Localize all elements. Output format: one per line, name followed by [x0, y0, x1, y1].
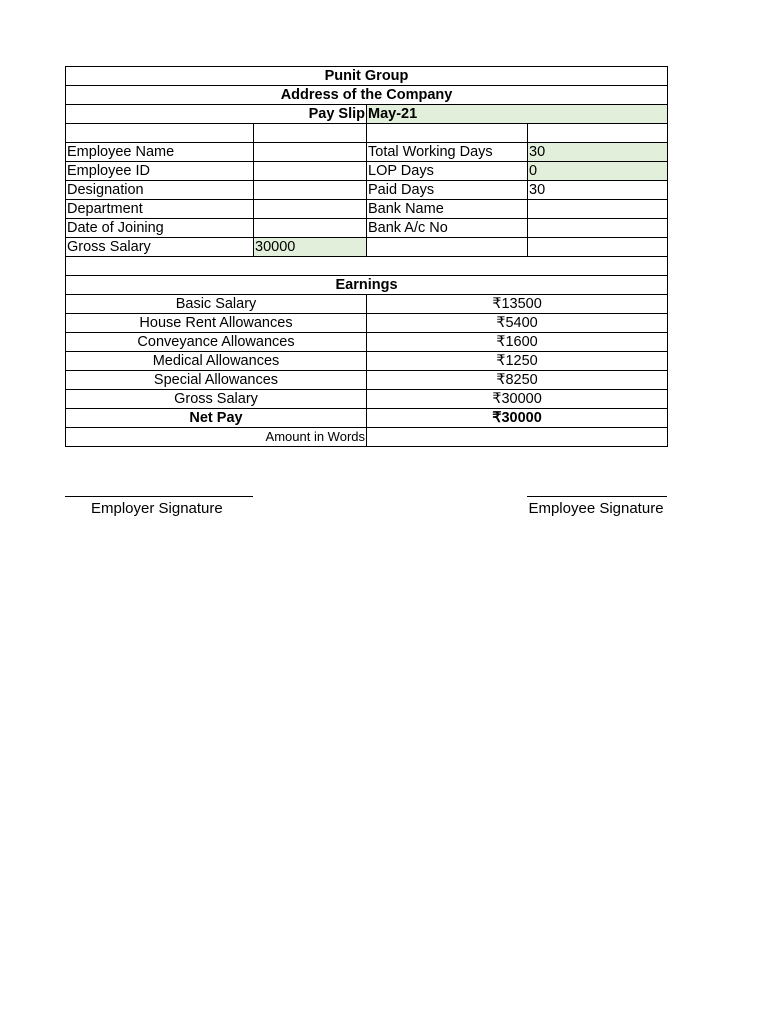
- payslip-table: [65, 66, 668, 447]
- employee-row: [66, 181, 668, 200]
- earnings-row: [66, 295, 668, 314]
- employee-row: [66, 238, 668, 257]
- blank-cell[interactable]: [367, 124, 528, 143]
- company-name[interactable]: Punit Group: [66, 67, 668, 86]
- blank-cell[interactable]: [528, 124, 668, 143]
- amount-in-words-row: [66, 428, 668, 447]
- employee-row: [66, 200, 668, 219]
- paid-days-value[interactable]: 30: [528, 181, 668, 200]
- payslip-title-row: [66, 105, 668, 124]
- earning-amount[interactable]: ₹1250: [367, 352, 668, 371]
- blank-row: [66, 124, 668, 143]
- earning-amount[interactable]: ₹1600: [367, 333, 668, 352]
- earning-amount[interactable]: ₹13500: [367, 295, 668, 314]
- bank-name-value[interactable]: [528, 200, 668, 219]
- total-working-days-value[interactable]: 30: [528, 143, 668, 162]
- earnings-title-row: [66, 276, 668, 295]
- earnings-row: [66, 352, 668, 371]
- employer-signature-block: [65, 496, 253, 517]
- blank-cell[interactable]: [66, 257, 668, 276]
- employer-signature-line: [65, 496, 253, 497]
- earning-label[interactable]: Conveyance Allowances: [66, 333, 367, 352]
- employer-signature-label: Employer Signature: [91, 500, 223, 517]
- employee-row: [66, 162, 668, 181]
- earnings-row: [66, 333, 668, 352]
- date-of-joining-label[interactable]: Date of Joining: [66, 219, 254, 238]
- company-name-row: [66, 67, 668, 86]
- payslip-label[interactable]: Pay Slip: [66, 105, 367, 124]
- earnings-title[interactable]: Earnings: [66, 276, 668, 295]
- earning-label[interactable]: Medical Allowances: [66, 352, 367, 371]
- earning-amount[interactable]: ₹8250: [367, 371, 668, 390]
- earnings-row: [66, 390, 668, 409]
- earning-label[interactable]: House Rent Allowances: [66, 314, 367, 333]
- earnings-row: [66, 371, 668, 390]
- blank-cell[interactable]: [254, 124, 367, 143]
- bank-name-label[interactable]: Bank Name: [367, 200, 528, 219]
- date-of-joining-value[interactable]: [254, 219, 367, 238]
- blank-cell[interactable]: [367, 238, 528, 257]
- employee-row: [66, 143, 668, 162]
- gross-salary-value[interactable]: 30000: [254, 238, 367, 257]
- earnings-row: [66, 314, 668, 333]
- blank-cell[interactable]: [528, 238, 668, 257]
- earning-label[interactable]: Special Allowances: [66, 371, 367, 390]
- gross-salary-label[interactable]: Gross Salary: [66, 238, 254, 257]
- earning-label[interactable]: Basic Salary: [66, 295, 367, 314]
- amount-in-words-value[interactable]: [367, 428, 668, 447]
- employee-signature-label: Employee Signature: [528, 500, 664, 517]
- employee-name-value[interactable]: [254, 143, 367, 162]
- employee-signature-block: [527, 496, 667, 517]
- company-address[interactable]: Address of the Company: [66, 86, 668, 105]
- department-value[interactable]: [254, 200, 367, 219]
- employee-id-label[interactable]: Employee ID: [66, 162, 254, 181]
- bank-account-label[interactable]: Bank A/c No: [367, 219, 528, 238]
- net-pay-amount[interactable]: ₹30000: [367, 409, 668, 428]
- payslip-sheet: [65, 66, 667, 447]
- employee-row: [66, 219, 668, 238]
- earning-amount[interactable]: ₹5400: [367, 314, 668, 333]
- employee-name-label[interactable]: Employee Name: [66, 143, 254, 162]
- lop-days-label[interactable]: LOP Days: [367, 162, 528, 181]
- net-pay-row: [66, 409, 668, 428]
- blank-cell[interactable]: [66, 124, 254, 143]
- designation-value[interactable]: [254, 181, 367, 200]
- total-working-days-label[interactable]: Total Working Days: [367, 143, 528, 162]
- employee-id-value[interactable]: [254, 162, 367, 181]
- designation-label[interactable]: Designation: [66, 181, 254, 200]
- company-address-row: [66, 86, 668, 105]
- bank-account-value[interactable]: [528, 219, 668, 238]
- earning-label[interactable]: Gross Salary: [66, 390, 367, 409]
- department-label[interactable]: Department: [66, 200, 254, 219]
- employee-signature-line: [527, 496, 667, 497]
- blank-row: [66, 257, 668, 276]
- net-pay-label[interactable]: Net Pay: [66, 409, 367, 428]
- paid-days-label[interactable]: Paid Days: [367, 181, 528, 200]
- lop-days-value[interactable]: 0: [528, 162, 668, 181]
- payslip-month[interactable]: May-21: [367, 105, 668, 124]
- amount-in-words-label[interactable]: Amount in Words: [66, 428, 367, 447]
- earning-amount[interactable]: ₹30000: [367, 390, 668, 409]
